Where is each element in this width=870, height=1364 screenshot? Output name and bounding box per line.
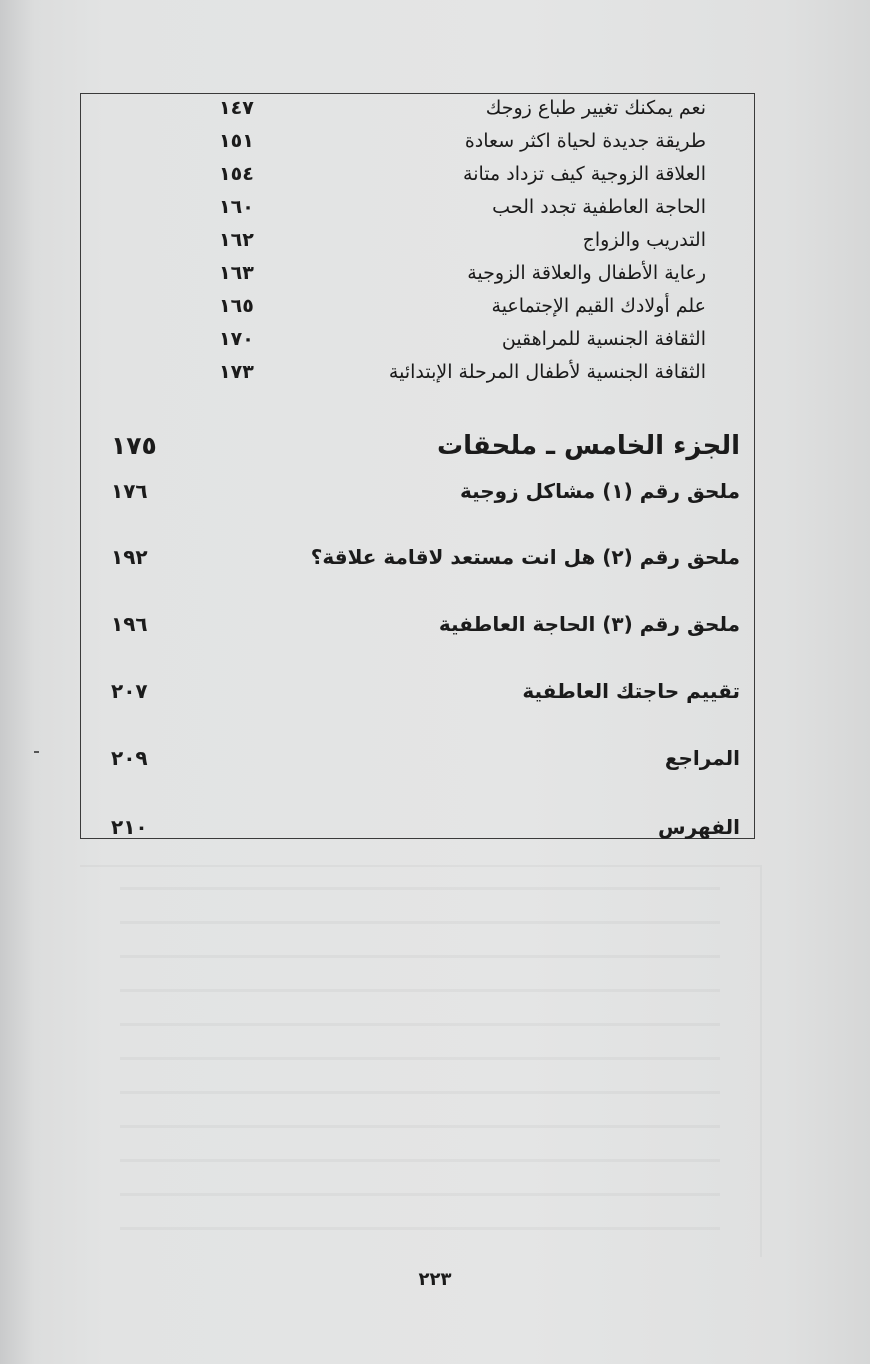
appendix-title: ملحق رقم (٣) الحاجة العاطفية xyxy=(438,612,740,636)
appendix-page: ٢٠٩ xyxy=(111,746,148,770)
table-of-contents xyxy=(80,93,755,839)
toc-entry xyxy=(81,124,754,158)
toc-entry-title: الثقافة الجنسية للمراهقين xyxy=(501,328,706,350)
toc-entry-title: الحاجة العاطفية تجدد الحب xyxy=(492,196,706,218)
toc-entry-title: الثقافة الجنسية لأطفال المرحلة الإبتدائية xyxy=(388,361,706,383)
appendix-page: ١٩٢ xyxy=(111,545,148,569)
toc-entry-page: ١٧٠ xyxy=(219,328,254,350)
toc-entry xyxy=(81,256,754,290)
toc-entry xyxy=(81,91,754,125)
toc-entry-page: ١٧٣ xyxy=(219,361,254,383)
appendix-title: تقييم حاجتك العاطفية xyxy=(522,679,740,703)
toc-entry xyxy=(81,190,754,224)
toc-entry-title: علم أولادك القيم الإجتماعية xyxy=(491,295,706,317)
toc-entry xyxy=(81,322,754,356)
toc-entry-page: ١٦٢ xyxy=(219,229,254,251)
toc-entry xyxy=(81,223,754,257)
appendix-entry xyxy=(81,474,754,508)
toc-entry xyxy=(81,355,754,389)
toc-entry-title: التدريب والزواج xyxy=(582,229,706,251)
toc-entry-title: العلاقة الزوجية كيف تزداد متانة xyxy=(463,163,706,185)
appendix-page: ١٧٦ xyxy=(111,479,148,503)
toc-entry xyxy=(81,157,754,191)
toc-entry-title: رعاية الأطفال والعلاقة الزوجية xyxy=(467,262,706,284)
appendix-page: ٢٠٧ xyxy=(111,679,148,703)
appendix-entry xyxy=(81,607,754,641)
page-number: ٢٢٣ xyxy=(418,1269,452,1290)
bleed-through-shadow xyxy=(80,865,762,1257)
appendix-entry xyxy=(81,540,754,574)
toc-entry-page: ١٥٤ xyxy=(219,163,254,185)
appendix-title: المراجع xyxy=(664,746,740,770)
part-title: الجزء الخامس ـ ملحقات xyxy=(437,431,740,461)
toc-entry-page: ١٦٠ xyxy=(219,196,254,218)
appendix-title: ملحق رقم (٢) هل انت مستعد لاقامة علاقة؟ xyxy=(310,545,740,569)
appendix-title: ملحق رقم (١) مشاكل زوجية xyxy=(459,479,740,503)
toc-entry xyxy=(81,289,754,323)
appendix-entry xyxy=(81,674,754,708)
toc-entry-page: ١٦٣ xyxy=(219,262,254,284)
toc-entry-page: ١٥١ xyxy=(219,130,254,152)
appendix-entry xyxy=(81,810,754,844)
toc-entry-page: ١٤٧ xyxy=(219,97,254,119)
part-page: ١٧٥ xyxy=(111,431,157,460)
toc-entry-title: نعم يمكنك تغيير طباع زوجك xyxy=(485,97,706,119)
appendix-entry xyxy=(81,741,754,775)
toc-entry-title: طريقة جديدة لحياة اكثر سعادة xyxy=(464,130,706,152)
part-heading xyxy=(81,429,754,463)
appendix-page: ١٩٦ xyxy=(111,612,148,636)
appendix-title: الفهرس xyxy=(657,815,740,839)
appendix-page: ٢١٠ xyxy=(111,815,148,839)
toc-entry-page: ١٦٥ xyxy=(219,295,254,317)
ink-speck xyxy=(34,751,39,753)
